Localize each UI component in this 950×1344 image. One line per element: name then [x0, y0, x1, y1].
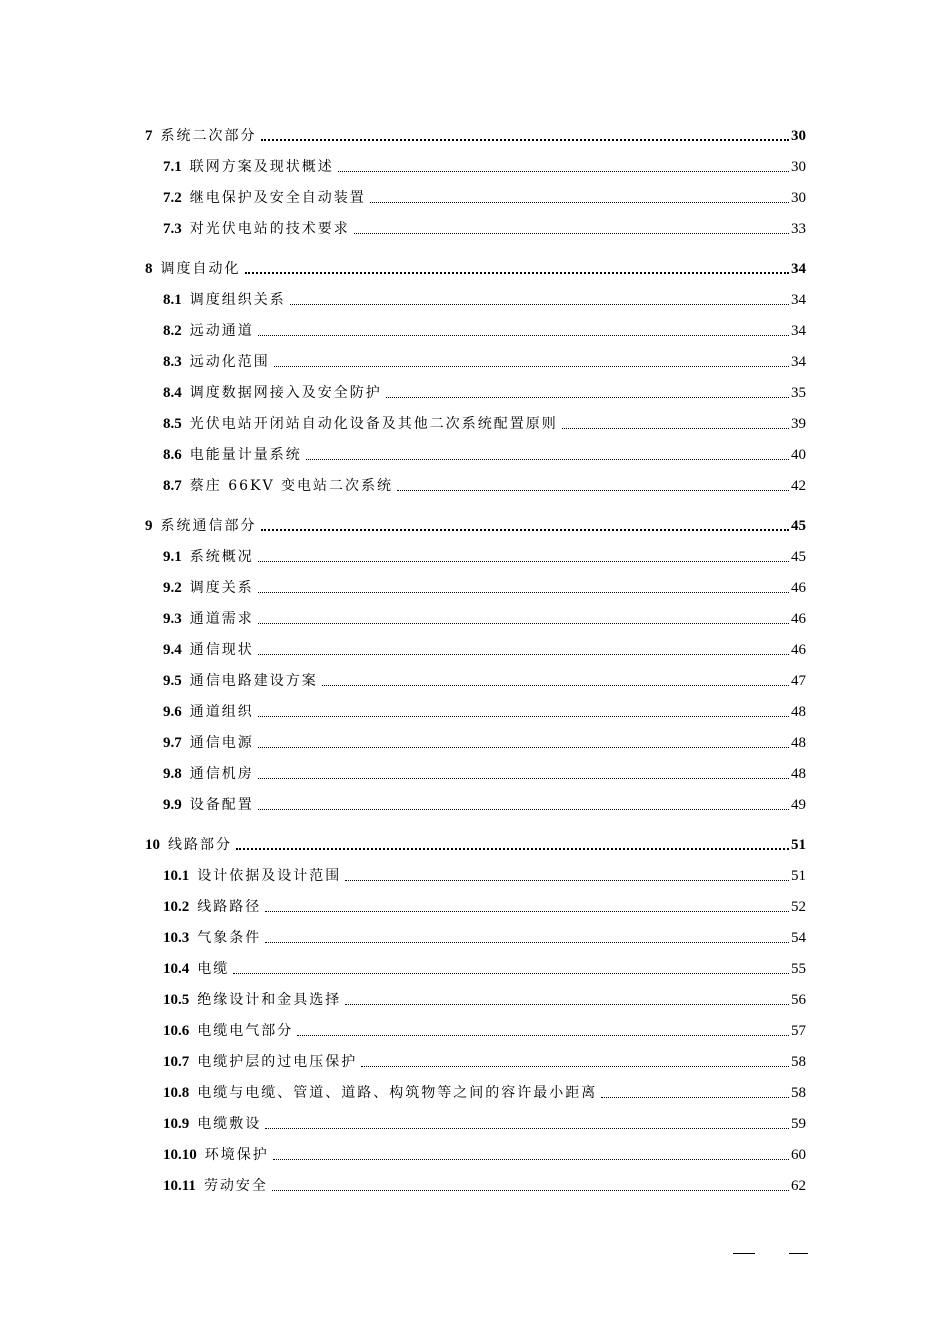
toc-entry-number: 9.7	[163, 735, 182, 751]
toc-entry-title: 通信电源	[189, 735, 254, 751]
toc-entry-number: 8.3	[163, 354, 182, 370]
toc-entry-number: 9.2	[163, 580, 182, 596]
toc-leader-dots	[258, 561, 789, 562]
toc-entry-page: 48	[791, 735, 806, 751]
toc-entry-title: 调度组织关系	[189, 292, 286, 308]
toc-entry-title: 光伏电站开闭站自动化设备及其他二次系统配置原则	[189, 416, 558, 432]
toc-leader-dots	[245, 272, 790, 274]
toc-entry-number: 10.9	[163, 1116, 190, 1132]
toc-entry-number: 8.5	[163, 416, 182, 432]
toc-entry-title: 系统概况	[189, 549, 254, 565]
toc-entry-title: 远动化范围	[189, 354, 270, 370]
toc-entry-number: 9.9	[163, 797, 182, 813]
toc-section-entry[interactable]	[145, 566, 806, 597]
toc-leader-dots	[261, 529, 790, 531]
toc-leader-dots	[562, 428, 789, 429]
toc-entry-page: 39	[791, 416, 806, 432]
toc-section-entry[interactable]	[145, 978, 806, 1009]
toc-entry-title: 通道需求	[189, 611, 254, 627]
toc-section-entry[interactable]	[145, 1071, 806, 1102]
toc-entry-number: 9.6	[163, 704, 182, 720]
toc-section-entry[interactable]	[145, 278, 806, 309]
toc-leader-dots	[322, 685, 789, 686]
toc-leader-dots	[236, 848, 789, 850]
toc-leader-dots	[338, 171, 789, 172]
toc-section-entry[interactable]	[145, 1040, 806, 1071]
toc-entry-page: 34	[791, 323, 806, 339]
toc-chapter-entry[interactable]	[145, 247, 806, 278]
toc-chapter-entry[interactable]	[145, 504, 806, 535]
toc-entry-title: 系统二次部分	[160, 128, 257, 144]
toc-entry-page: 59	[791, 1116, 806, 1132]
toc-leader-dots	[258, 778, 789, 779]
toc-entry-page: 42	[791, 478, 806, 494]
toc-section-entry[interactable]	[145, 885, 806, 916]
toc-entry-number: 7.1	[163, 159, 182, 175]
toc-entry-title: 环境保护	[204, 1147, 269, 1163]
toc-entry-page: 35	[791, 385, 806, 401]
toc-entry-page: 54	[791, 930, 806, 946]
toc-entry-page: 46	[791, 642, 806, 658]
toc-entry-title: 绝缘设计和金具选择	[197, 992, 342, 1008]
toc-entry-number: 10.8	[163, 1085, 190, 1101]
toc-entry-title: 劳动安全	[203, 1178, 268, 1194]
toc-entry-title: 通道组织	[189, 704, 254, 720]
toc-entry-number: 10	[145, 837, 160, 853]
toc-section-entry[interactable]	[145, 783, 806, 814]
toc-entry-title: 电缆与电缆、管道、道路、构筑物等之间的容许最小距离	[197, 1085, 598, 1101]
toc-leader-dots	[386, 397, 789, 398]
toc-leader-dots	[265, 1128, 789, 1129]
toc-leader-dots	[361, 1066, 789, 1067]
toc-section-entry[interactable]	[145, 597, 806, 628]
toc-leader-dots	[258, 623, 789, 624]
toc-entry-number: 9.4	[163, 642, 182, 658]
toc-entry-page: 55	[791, 961, 806, 977]
toc-entry-title: 电缆敷设	[197, 1116, 262, 1132]
toc-entry-number: 9.8	[163, 766, 182, 782]
toc-entry-page: 46	[791, 611, 806, 627]
toc-entry-title: 气象条件	[197, 930, 262, 946]
toc-entry-page: 51	[791, 868, 806, 884]
toc-leader-dots	[233, 973, 789, 974]
toc-entry-page: 45	[791, 518, 806, 534]
toc-section-entry[interactable]	[145, 309, 806, 340]
toc-entry-number: 10.4	[163, 961, 190, 977]
toc-leader-dots	[397, 490, 789, 491]
toc-leader-dots	[601, 1097, 789, 1098]
toc-entry-title: 设计依据及设计范围	[197, 868, 342, 884]
toc-entry-page: 51	[791, 837, 806, 853]
toc-entry-page: 46	[791, 580, 806, 596]
toc-leader-dots	[265, 942, 789, 943]
toc-entry-number: 8.7	[163, 478, 182, 494]
toc-section-entry[interactable]	[145, 340, 806, 371]
toc-entry-number: 7.3	[163, 221, 182, 237]
toc-section-entry[interactable]	[145, 402, 806, 433]
toc-entry-number: 9.5	[163, 673, 182, 689]
toc-entry-page: 40	[791, 447, 806, 463]
toc-section-entry[interactable]	[145, 1102, 806, 1133]
toc-entry-page: 62	[791, 1178, 806, 1194]
toc-entry-page: 30	[791, 128, 806, 144]
toc-entry-number: 8.1	[163, 292, 182, 308]
toc-entry-number: 10.2	[163, 899, 190, 915]
toc-leader-dots	[354, 233, 789, 234]
toc-entry-page: 34	[791, 292, 806, 308]
toc-chapter-entry[interactable]	[145, 114, 806, 145]
toc-entry-page: 34	[791, 261, 806, 277]
toc-entry-number: 9.1	[163, 549, 182, 565]
toc-leader-dots	[272, 1190, 789, 1191]
toc-leader-dots	[258, 716, 789, 717]
toc-entry-title: 电缆	[197, 961, 230, 977]
toc-entry-number: 8.6	[163, 447, 182, 463]
toc-leader-dots	[258, 592, 789, 593]
toc-entry-title: 远动通道	[189, 323, 254, 339]
toc-entry-title: 调度自动化	[160, 261, 241, 277]
toc-section-entry[interactable]	[145, 207, 806, 238]
toc-entry-title: 对光伏电站的技术要求	[189, 221, 350, 237]
toc-section-entry[interactable]	[145, 690, 806, 721]
toc-leader-dots	[306, 459, 789, 460]
toc-leader-dots	[273, 1159, 789, 1160]
toc-leader-dots	[345, 880, 789, 881]
toc-section-entry[interactable]	[145, 947, 806, 978]
toc-entry-title: 通信现状	[189, 642, 254, 658]
toc-leader-dots	[290, 304, 789, 305]
toc-entry-title: 蔡庄 66KV 变电站二次系统	[189, 478, 394, 494]
toc-entry-number: 10.7	[163, 1054, 190, 1070]
toc-section-entry[interactable]	[145, 535, 806, 566]
toc-entry-title: 系统通信部分	[160, 518, 257, 534]
toc-entry-page: 33	[791, 221, 806, 237]
toc-leader-dots	[345, 1004, 789, 1005]
toc-leader-dots	[265, 911, 789, 912]
toc-entry-number: 10.3	[163, 930, 190, 946]
toc-leader-dots	[274, 366, 789, 367]
toc-entry-page: 49	[791, 797, 806, 813]
toc-leader-dots	[261, 139, 790, 141]
toc-entry-title: 线路部分	[168, 837, 232, 853]
toc-leader-dots	[258, 809, 789, 810]
toc-entry-page: 56	[791, 992, 806, 1008]
toc-entry-title: 设备配置	[189, 797, 254, 813]
toc-entry-number: 9.3	[163, 611, 182, 627]
toc-entry-number: 10.10	[163, 1147, 197, 1163]
toc-section-entry[interactable]	[145, 176, 806, 207]
toc-entry-number: 10.5	[163, 992, 190, 1008]
toc-entry-page: 34	[791, 354, 806, 370]
toc-section-entry[interactable]	[145, 916, 806, 947]
toc-entry-page: 45	[791, 549, 806, 565]
toc-entry-number: 7.2	[163, 190, 182, 206]
toc-entry-title: 调度数据网接入及安全防护	[189, 385, 382, 401]
toc-section-entry[interactable]	[145, 752, 806, 783]
toc-entry-page: 30	[791, 159, 806, 175]
toc-entry-title: 继电保护及安全自动装置	[189, 190, 366, 206]
toc-section-entry[interactable]	[145, 145, 806, 176]
toc-entry-number: 10.11	[163, 1178, 196, 1194]
toc-leader-dots	[258, 747, 789, 748]
toc-entry-number: 10.6	[163, 1023, 190, 1039]
toc-section-entry[interactable]	[145, 464, 806, 495]
toc-entry-title: 调度关系	[189, 580, 254, 596]
toc-entry-number: 9	[145, 518, 153, 534]
toc-section-entry[interactable]	[145, 854, 806, 885]
toc-entry-page: 52	[791, 899, 806, 915]
toc-leader-dots	[258, 335, 789, 336]
toc-entry-number: 8.2	[163, 323, 182, 339]
toc-section-entry[interactable]	[145, 628, 806, 659]
toc-entry-title: 电缆电气部分	[197, 1023, 294, 1039]
toc-entry-title: 联网方案及现状概述	[189, 159, 334, 175]
toc-section-entry[interactable]	[145, 1009, 806, 1040]
toc-entry-title: 电能量计量系统	[189, 447, 302, 463]
toc-entry-page: 60	[791, 1147, 806, 1163]
toc-entry-page: 48	[791, 704, 806, 720]
toc-chapter-entry[interactable]	[145, 823, 806, 854]
toc-section-entry[interactable]	[145, 433, 806, 464]
toc-leader-dots	[297, 1035, 789, 1036]
toc-entry-number: 8	[145, 261, 153, 277]
toc-entry-page: 48	[791, 766, 806, 782]
toc-section-entry[interactable]	[145, 1164, 806, 1195]
toc-leader-dots	[258, 654, 789, 655]
toc-entry-page: 57	[791, 1023, 806, 1039]
toc-entry-title: 通信机房	[189, 766, 254, 782]
footer-dash-left	[733, 1253, 755, 1254]
toc-section-entry[interactable]	[145, 1133, 806, 1164]
toc-section-entry[interactable]	[145, 371, 806, 402]
table-of-contents	[145, 114, 806, 1195]
toc-entry-number: 10.1	[163, 868, 190, 884]
toc-section-entry[interactable]	[145, 721, 806, 752]
toc-entry-number: 8.4	[163, 385, 182, 401]
toc-entry-page: 47	[791, 673, 806, 689]
toc-section-entry[interactable]	[145, 659, 806, 690]
toc-entry-page: 58	[791, 1054, 806, 1070]
toc-entry-page: 30	[791, 190, 806, 206]
footer-dash-right	[789, 1253, 808, 1254]
toc-entry-title: 线路路径	[197, 899, 262, 915]
toc-leader-dots	[370, 202, 789, 203]
toc-entry-title: 电缆护层的过电压保护	[197, 1054, 358, 1070]
toc-entry-page: 58	[791, 1085, 806, 1101]
toc-entry-number: 7	[145, 128, 153, 144]
toc-entry-title: 通信电路建设方案	[189, 673, 318, 689]
